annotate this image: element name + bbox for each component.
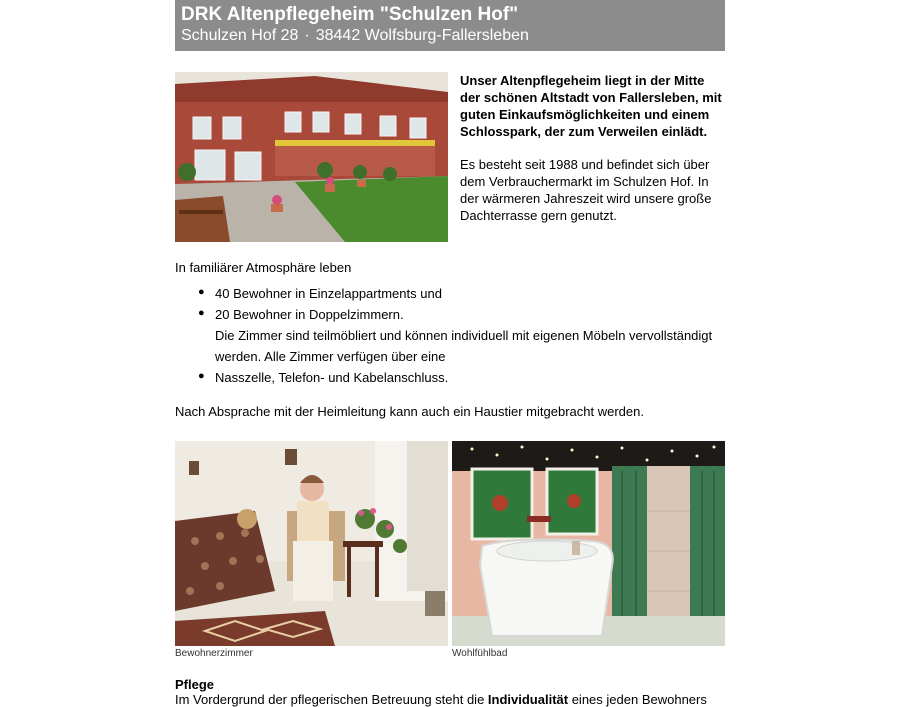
pflege-text-start: Im Vordergrund der pflegerischen Betreuung steht die [175,692,488,707]
pets-note: Nach Absprache mit der Heimleitung kann auch ein Haustier mitgebracht werden. [175,404,644,419]
list-bullet: ● [198,307,205,319]
pflege-text-end: eines jeden Bewohners [568,692,707,707]
intro-paragraph: Es besteht seit 1988 und befindet sich über dem Verbrauchermarkt im Schulzen Hof. In der wärmeren Jahreszeit wird unsere große Dachterrasse gern genutzt. [460,157,712,223]
pflege-heading: Pflege [175,677,215,692]
address-separator: · [304,27,310,44]
list-item: 20 Bewohner in Doppelzimmern. [215,307,404,322]
caption-room: Bewohnerzimmer [175,648,253,659]
bath-photo [452,441,725,646]
intro-lead: Unser Altenpflegeheim liegt in der Mitte der schönen Altstadt von Fallersleben, mit guten Einkaufsmöglichkeiten und einem Schlosspark, der zum Verweilen einlädt. [460,73,722,139]
resident-room-photo [175,441,448,646]
room-note-line-1: Die Zimmer sind teilmöbliert und können individuell mit eigenen Möbeln vervollständigt [215,328,713,343]
terrace-photo [175,72,448,242]
address [181,27,529,45]
address-city: 38442 Wolfsburg-Fallersleben [315,27,529,44]
room-note-line-2: werden. Alle Zimmer verfügen über eine [215,349,446,364]
caption-bath: Wohlfühlbad [452,648,508,659]
atmosphere-heading: In familiärer Atmosphäre leben [175,260,352,275]
header-banner [175,0,725,51]
pflege-text-bold: Individualität [487,692,569,707]
page-title: DRK Altenpflegeheim "Schulzen Hof" [181,4,519,25]
intro-text [460,72,728,224]
address-street: Schulzen Hof 28 [181,27,299,44]
list-item: 40 Bewohner in Einzelappartments und [215,286,442,301]
list-bullet: ● [198,286,205,298]
list-item: Nasszelle, Telefon- und Kabelanschluss. [215,370,449,385]
list-bullet: ● [198,370,205,382]
